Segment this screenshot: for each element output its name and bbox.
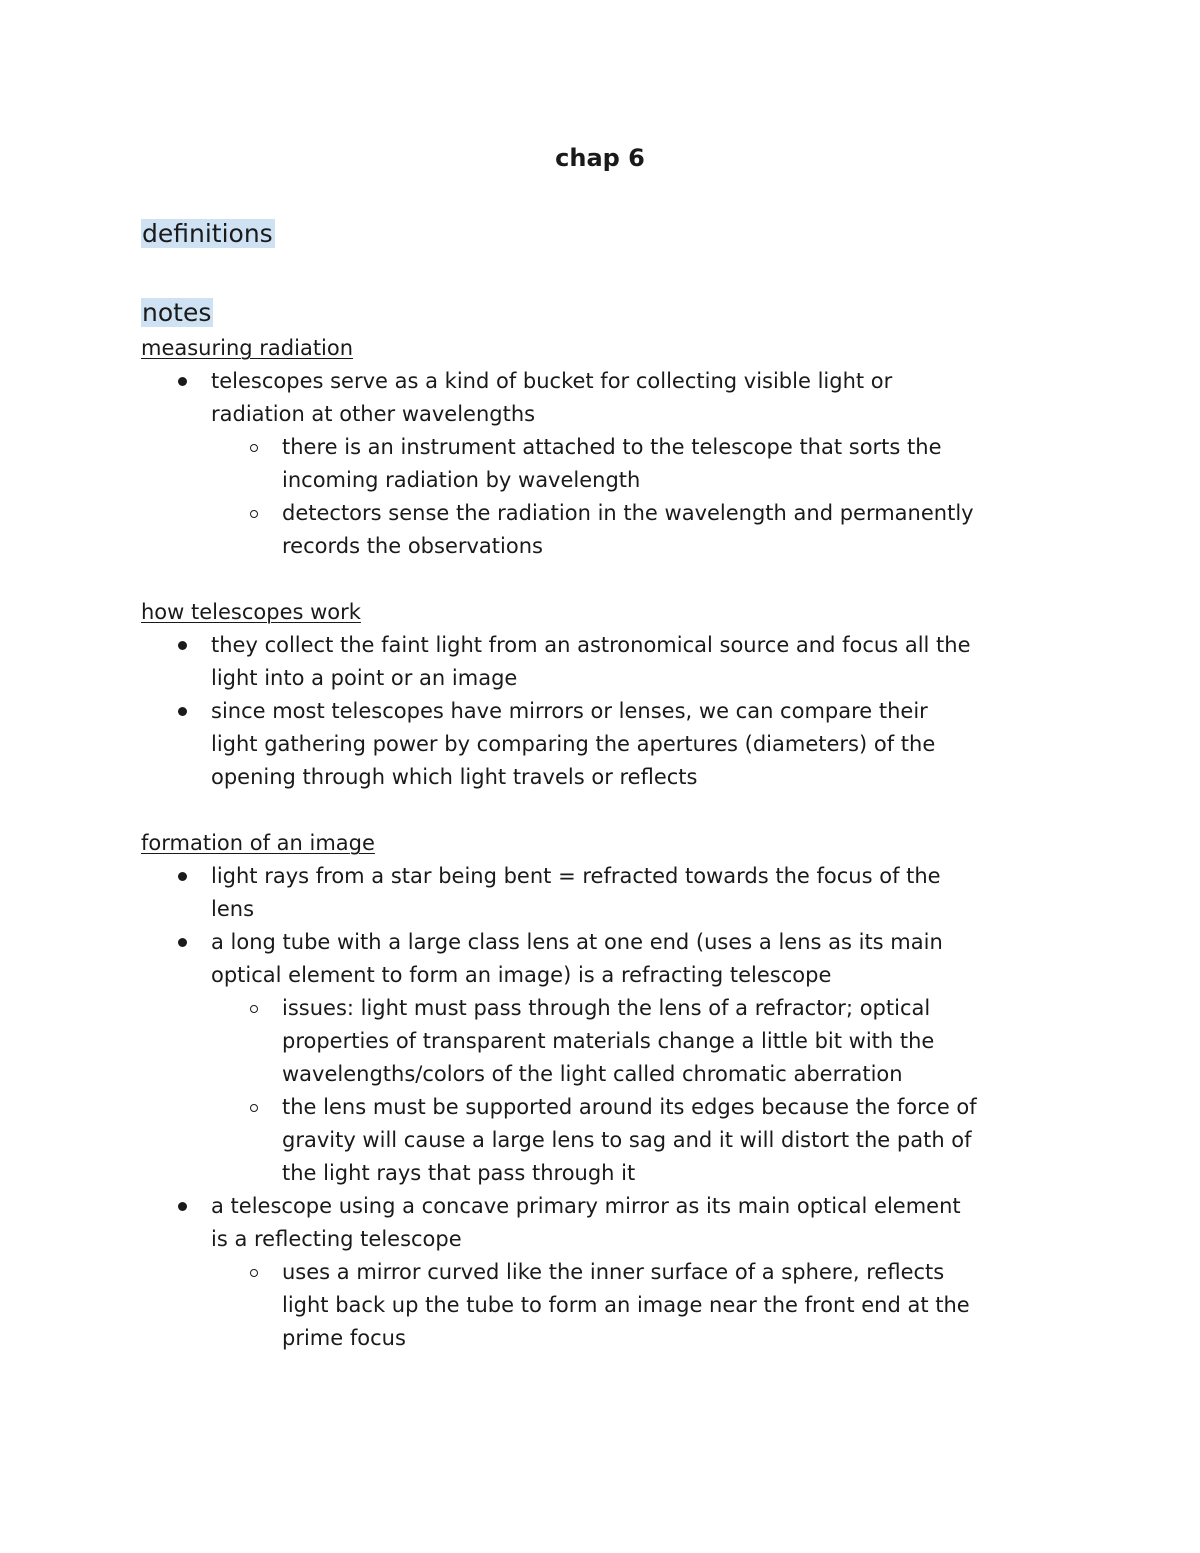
list-item-line: incoming radiation by wavelength: [282, 468, 641, 492]
bullet-dot-icon: [178, 641, 187, 650]
bullet-circle-icon: [250, 510, 258, 518]
sub-list-item: [282, 992, 934, 1091]
bullet-dot-icon: [178, 1202, 187, 1211]
list-item-line: opening through which light travels or reflects: [211, 765, 698, 789]
list-item-line: there is an instrument attached to the telescope that sorts the: [282, 435, 942, 459]
list-item: [211, 860, 941, 926]
heading-definitions: [141, 216, 275, 252]
list-item-line: a telescope using a concave primary mirror as its main optical element: [211, 1194, 961, 1218]
list-item-line: is a reflecting telescope: [211, 1227, 462, 1251]
bullet-dot-icon: [178, 872, 187, 881]
section-title-formation-of-an-image: formation of an image: [141, 831, 375, 855]
heading-notes: [141, 295, 213, 331]
bullet-circle-icon: [250, 444, 258, 452]
list-item-line: a long tube with a large class lens at one end (uses a lens as its main: [211, 930, 943, 954]
list-item-line: light into a point or an image: [211, 666, 518, 690]
list-item-line: properties of transparent materials change a little bit with the: [282, 1029, 935, 1053]
list-item-line: light rays from a star being bent = refracted towards the focus of the: [211, 864, 941, 888]
list-item-line: radiation at other wavelengths: [211, 402, 536, 426]
bullet-dot-icon: [178, 707, 187, 716]
list-item-line: records the observations: [282, 534, 543, 558]
list-item-line: light gathering power by comparing the apertures (diameters) of the: [211, 732, 936, 756]
list-item-line: lens: [211, 897, 255, 921]
sub-list-item: [282, 497, 974, 563]
list-item-line: telescopes serve as a kind of bucket for collecting visible light or: [211, 369, 893, 393]
sub-list-item: [282, 431, 942, 497]
heading-notes-text: notes: [142, 298, 212, 327]
list-item-line: uses a mirror curved like the inner surface of a sphere, reflects: [282, 1260, 945, 1284]
section-title-measuring-radiation: measuring radiation: [141, 336, 354, 360]
list-item: [211, 926, 943, 992]
list-item: [211, 695, 935, 794]
bullet-dot-icon: [178, 938, 187, 947]
bullet-dot-icon: [178, 377, 187, 386]
bullet-circle-icon: [250, 1104, 258, 1112]
page-title: chap 6: [555, 144, 645, 172]
heading-definitions-text: definitions: [142, 219, 273, 248]
bullet-circle-icon: [250, 1005, 258, 1013]
bullet-circle-icon: [250, 1269, 258, 1277]
list-item-line: they collect the faint light from an astronomical source and focus all the: [211, 633, 971, 657]
section-title-how-telescopes-work: how telescopes work: [141, 600, 361, 624]
list-item: [211, 629, 971, 695]
list-item-line: wavelengths/colors of the light called chromatic aberration: [282, 1062, 903, 1086]
list-item-line: prime focus: [282, 1326, 406, 1350]
sub-list-item: [282, 1091, 977, 1190]
list-item-line: since most telescopes have mirrors or lenses, we can compare their: [211, 699, 928, 723]
list-item-line: the lens must be supported around its edges because the force of: [282, 1095, 977, 1119]
list-item: [211, 1190, 961, 1256]
list-item-line: gravity will cause a large lens to sag and it will distort the path of: [282, 1128, 972, 1152]
list-item-line: optical element to form an image) is a refracting telescope: [211, 963, 832, 987]
list-item-line: light back up the tube to form an image near the front end at the: [282, 1293, 970, 1317]
list-item-line: issues: light must pass through the lens of a refractor; optical: [282, 996, 931, 1020]
sub-list-item: [282, 1256, 970, 1355]
list-item-line: the light rays that pass through it: [282, 1161, 636, 1185]
list-item: [211, 365, 892, 431]
list-item-line: detectors sense the radiation in the wavelength and permanently: [282, 501, 974, 525]
